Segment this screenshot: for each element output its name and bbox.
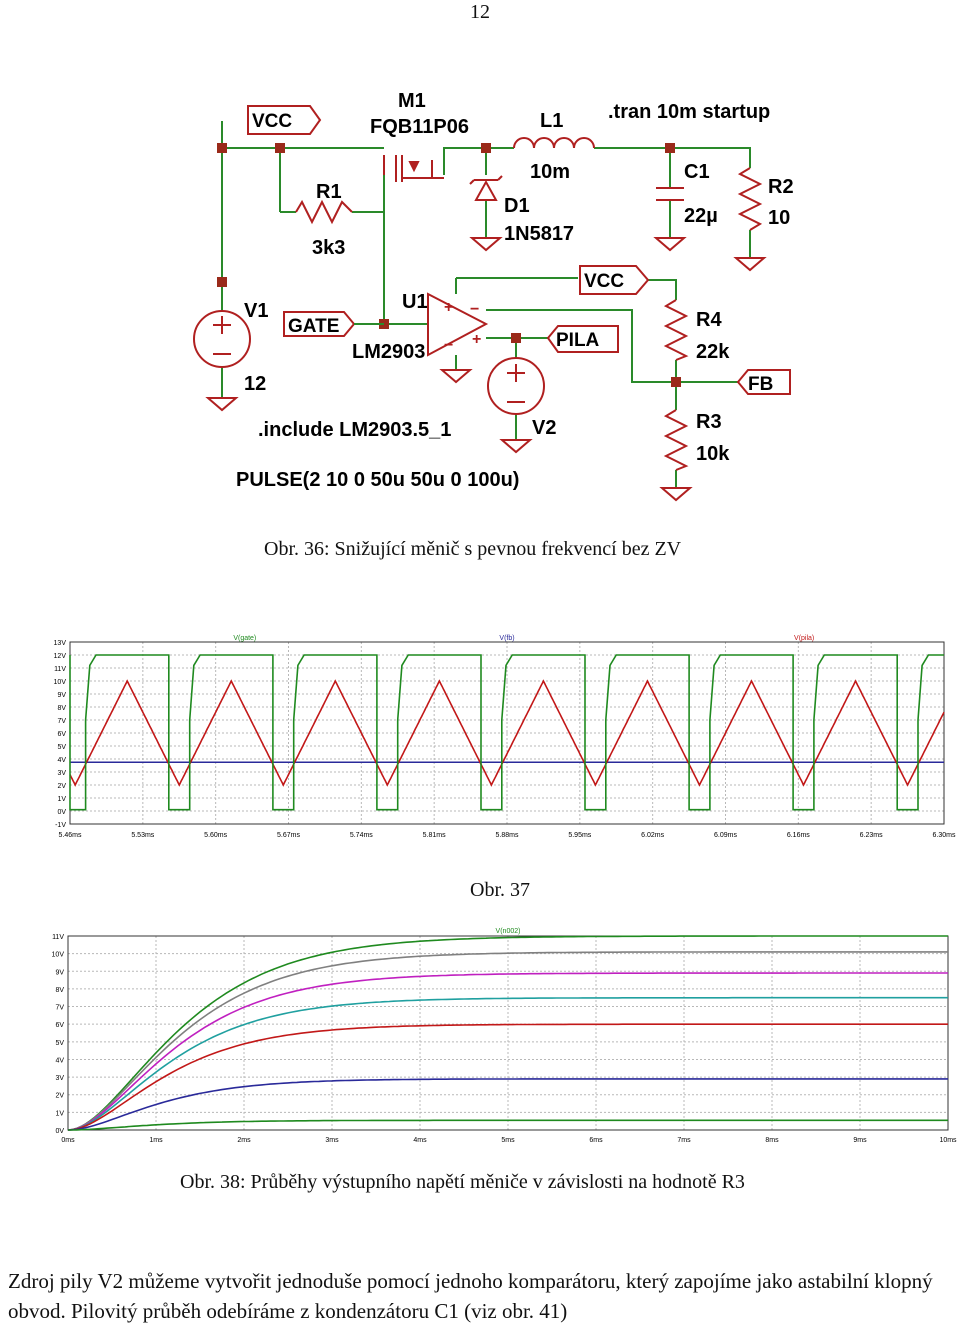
x-tick-label: 6.02ms — [641, 832, 665, 839]
legend-vn002: V(n002) — [495, 928, 521, 935]
label-r3: R3 — [696, 411, 722, 433]
x-tick-label: 5.53ms — [131, 832, 155, 839]
y-tick-label: 8V — [55, 986, 64, 994]
caption-fig37: Obr. 37 — [470, 879, 530, 901]
legend-vgate: V(gate) — [233, 635, 257, 642]
y-tick-label: 13V — [53, 640, 66, 647]
x-tick-label: 5.67ms — [277, 832, 300, 839]
x-tick-label: 5.95ms — [568, 832, 592, 839]
x-tick-label: 7ms — [677, 1137, 691, 1144]
y-tick-label: 2V — [57, 783, 66, 790]
y-tick-label: 9V — [57, 692, 66, 699]
y-tick-label: 10V — [51, 951, 64, 959]
label-plus-bottom: + — [472, 331, 482, 348]
y-tick-label: 8V — [57, 705, 66, 712]
caption-fig38: Obr. 38: Průběhy výstupního napětí měniče v závislosti na hodnotě R3 — [180, 1171, 745, 1193]
y-tick-label: 6V — [57, 731, 66, 738]
label-v1: V1 — [244, 300, 269, 322]
x-tick-label: 6ms — [589, 1137, 603, 1144]
label-r1-value: 3k3 — [312, 237, 346, 259]
label-c1-value: 22µ — [684, 205, 718, 227]
y-tick-label: 4V — [57, 757, 66, 764]
label-minus-bottom: − — [444, 337, 454, 354]
label-include: .include LM2903.5_1 — [258, 419, 452, 441]
x-tick-label: 5.81ms — [422, 832, 446, 839]
label-gate: GATE — [288, 316, 340, 337]
x-tick-label: 0ms — [61, 1137, 75, 1144]
legend-vfb: V(fb) — [499, 635, 515, 642]
y-tick-label: 9V — [55, 969, 64, 977]
y-tick-label: 11V — [52, 934, 64, 941]
x-tick-label: 3ms — [325, 1137, 339, 1144]
label-v1-value: 12 — [244, 373, 267, 395]
y-tick-label: 10V — [53, 679, 66, 686]
x-tick-label: 4ms — [413, 1137, 427, 1144]
y-tick-label: 5V — [57, 744, 66, 751]
label-fb: FB — [748, 374, 774, 395]
x-tick-label: 2ms — [237, 1137, 251, 1144]
x-tick-label: 5ms — [501, 1137, 515, 1144]
label-m1: M1 — [398, 90, 426, 112]
label-vcc-top: VCC — [252, 111, 293, 132]
y-tick-label: 1V — [55, 1110, 64, 1118]
page-number: 12 — [470, 1, 490, 23]
y-tick-label: 5V — [55, 1039, 64, 1047]
label-r4-value: 22k — [696, 341, 730, 363]
label-minus-top: − — [470, 301, 480, 318]
x-tick-label: 8ms — [765, 1137, 779, 1144]
x-tick-label: 6.23ms — [859, 832, 883, 839]
x-tick-label: 6.30ms — [932, 832, 956, 839]
label-c1: C1 — [684, 161, 710, 183]
x-tick-label: 1ms — [149, 1137, 163, 1144]
label-r4: R4 — [696, 309, 722, 331]
x-tick-label: 9ms — [853, 1137, 867, 1144]
label-u1-part: LM2903 — [352, 341, 426, 363]
label-vcc-right: VCC — [584, 271, 625, 292]
y-tick-label: 0V — [55, 1128, 64, 1135]
label-d1: D1 — [504, 195, 530, 217]
x-tick-label: 10ms — [939, 1137, 957, 1144]
label-pulse: PULSE(2 10 0 50u 50u 0 100u) — [236, 469, 520, 491]
label-r2: R2 — [768, 176, 794, 198]
y-tick-label: 4V — [55, 1057, 64, 1065]
y-tick-label: 6V — [55, 1022, 64, 1030]
label-r1: R1 — [316, 181, 342, 203]
label-plus-top: + — [444, 299, 454, 316]
label-tran: .tran 10m startup — [608, 101, 771, 123]
y-tick-label: 7V — [55, 1004, 64, 1012]
x-tick-label: 5.46ms — [58, 832, 82, 839]
y-tick-label: 12V — [53, 653, 66, 660]
y-tick-label: 3V — [55, 1075, 64, 1083]
circuit-schematic — [0, 60, 960, 510]
x-tick-label: 5.88ms — [495, 832, 519, 839]
y-tick-label: 7V — [57, 718, 66, 725]
chart-gate-fb-pila — [0, 630, 960, 855]
label-m1-part: FQB11P06 — [370, 116, 469, 138]
label-r3-value: 10k — [696, 443, 730, 465]
x-tick-label: 5.60ms — [204, 832, 228, 839]
label-d1-part: 1N5817 — [504, 223, 575, 245]
label-pila: PILA — [556, 330, 600, 351]
y-tick-label: 11V — [54, 666, 66, 673]
y-tick-label: 3V — [57, 770, 66, 777]
label-r2-value: 10 — [768, 207, 791, 229]
y-tick-label: 1V — [57, 796, 66, 803]
y-tick-label: -1V — [55, 822, 66, 829]
label-u1: U1 — [402, 291, 428, 313]
y-tick-label: 2V — [55, 1092, 64, 1100]
x-tick-label: 6.09ms — [714, 832, 737, 839]
label-v2: V2 — [532, 417, 557, 439]
chart-output-voltage — [0, 920, 960, 1150]
y-tick-label: 0V — [57, 809, 66, 816]
body-paragraph: Zdroj pily V2 můžeme vytvořit jednoduše pomocí jednoho komparátoru, který zapojíme jako astabilní klopný obvod. Pilovitý průběh odebíráme z kondenzátoru C1 (viz obr. 41) — [8, 1269, 933, 1323]
x-tick-label: 6.16ms — [786, 832, 810, 839]
x-tick-label: 5.74ms — [349, 832, 373, 839]
label-l1: L1 — [540, 110, 564, 132]
caption-fig36: Obr. 36: Snižující měnič s pevnou frekvencí bez ZV — [264, 538, 682, 560]
legend-vpila: V(pila) — [794, 635, 815, 642]
label-l1-value: 10m — [530, 161, 571, 183]
